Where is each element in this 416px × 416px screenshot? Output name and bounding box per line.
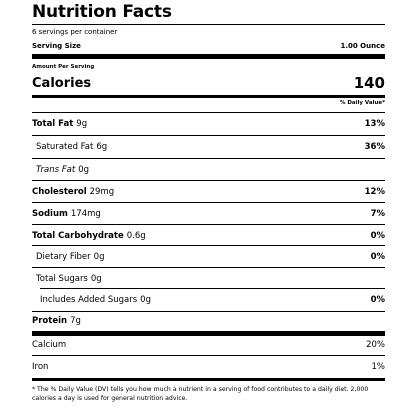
nutrient-row-saturated-fat xyxy=(32,136,385,158)
nutrient-dv: 0% xyxy=(370,252,385,262)
nutrient-name: Total Carbohydrate xyxy=(32,231,124,241)
nutrient-name: Saturated Fat xyxy=(36,142,94,152)
daily-value-header: % Daily Value* xyxy=(339,100,385,106)
nutrient-name: Includes Added Sugars xyxy=(40,295,138,305)
footer-rule xyxy=(32,378,385,381)
nutrient-amount: 7g xyxy=(70,316,81,326)
serving-size-value: 1.00 Ounce xyxy=(340,42,385,50)
nutrient-amount: 9g xyxy=(76,119,88,129)
nutrient-dv: 13% xyxy=(364,119,385,129)
nutrition-facts-title: Nutrition Facts xyxy=(32,2,172,22)
nutrient-amount: 6g xyxy=(96,142,108,152)
calories-row xyxy=(32,76,385,94)
nutrient-amount: 0.6g xyxy=(126,231,146,241)
nutrient-dv: 36% xyxy=(364,142,385,152)
nutrient-row-dietary-fiber xyxy=(32,246,385,268)
serving-size-label: Serving Size xyxy=(32,42,81,50)
nutrient-row-protein xyxy=(32,310,385,332)
nutrient-name: Total Sugars xyxy=(36,274,88,284)
nutrient-amount: 0g xyxy=(140,295,151,305)
nutrient-row-trans-fat xyxy=(32,159,385,181)
mineral-row-iron xyxy=(32,356,385,378)
nutrient-amount: 0g xyxy=(93,252,105,262)
nutrient-amount: 0g xyxy=(90,274,102,284)
nutrient-name: Total Fat xyxy=(32,119,74,129)
nutrient-row-total-fat xyxy=(32,113,385,135)
nutrient-dv: 0% xyxy=(370,295,385,305)
serving-rule-thick xyxy=(32,54,385,59)
nutrient-dv: 0% xyxy=(370,231,385,241)
nutrient-amount: 29mg xyxy=(89,187,115,197)
nutrient-name: Trans Fat xyxy=(36,165,76,175)
nutrient-name: Dietary Fiber xyxy=(36,252,91,262)
nutrient-row-added-sugars xyxy=(32,289,385,311)
mineral-name: Calcium xyxy=(32,340,67,350)
nutrient-name: Sodium xyxy=(32,209,68,219)
nutrient-amount: 0g xyxy=(78,165,89,175)
mineral-row-calcium xyxy=(32,334,385,356)
nutrient-dv: 7% xyxy=(370,209,385,219)
daily-value-footnote: * The % Daily Value (DV) tells you how much a nutrient in a serving of food contributes to a daily diet. 2,000 calories a day is used for general nutrition advice. xyxy=(32,386,369,402)
nutrient-dv: 12% xyxy=(364,187,385,197)
nutrient-row-total-sugars xyxy=(32,268,385,290)
nutrient-name: Cholesterol xyxy=(32,187,87,197)
nutrient-row-sodium xyxy=(32,203,385,225)
amount-per-serving: Amount Per Serving xyxy=(32,64,95,70)
servings-per-container: 6 servings per container xyxy=(32,28,118,36)
nutrient-amount: 174mg xyxy=(70,209,101,219)
calories-value: 140 xyxy=(353,74,385,92)
mineral-dv: 1% xyxy=(371,362,385,372)
calories-rule xyxy=(32,95,385,98)
calories-label: Calories xyxy=(32,76,92,91)
mineral-name: Iron xyxy=(32,362,49,372)
mineral-dv: 20% xyxy=(366,340,385,350)
title-rule xyxy=(32,24,385,25)
nutrient-row-total-carbohydrate xyxy=(32,225,385,247)
nutrient-row-cholesterol xyxy=(32,181,385,203)
nutrient-name: Protein xyxy=(32,316,68,326)
